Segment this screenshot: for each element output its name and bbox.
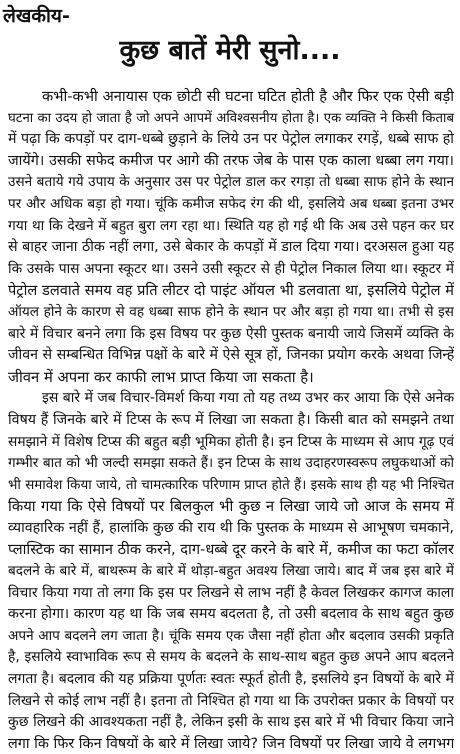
- text-line: करना होगा। कारण यह था कि जब समय बदलता है, तो उसी बदलाव के साथ बहुत कुछ: [8, 606, 454, 623]
- text-line: गम्भीर बात को भी जल्दी समझा सकते हैं। इन टिप्स के साथ उदाहरणस्वरूप लघुकथाओं को: [8, 455, 454, 472]
- text-line: लगता है। बदलाव की यह प्रक्रिया पूर्णतः स्वतः स्फूर्त होती है, इसलिये इन विषयों के बारे में: [8, 671, 454, 688]
- text-line: जीवन में अपना कर काफी लाभ प्राप्त किया जा सकता है।: [8, 368, 314, 386]
- paragraph: [8, 86, 454, 388]
- text-line: इस बारे में जब विचार-विमर्श किया गया तो यह तथ्य उभर कर आया कि ऐसे अनेक: [42, 390, 454, 407]
- text-line: कभी-कभी अनायास एक छोटी सी घटना घटित होती है और फिर एक ऐसी बड़ी: [42, 88, 454, 105]
- text-line: अपने आप बदलने लग जाता है। चूंकि समय एक जैसा नहीं होता और बदलाव उसकी प्रकृति: [8, 627, 454, 644]
- text-line: है, इसलिये स्वाभाविक रूप से समय के बदलने के साथ-साथ बहुत कुछ अपने आप बदलने: [8, 649, 454, 666]
- text-line: समझाने में विशेष टिप्स की बहुत बड़ी भूमिका होती है। इन टिप्स के माध्यम से आप गूढ़ एवं: [8, 433, 454, 450]
- text-line: जीवन से सम्बन्धित विभिन्न पक्षों के बारे में ऐसे सूत्र हों, जिनका प्रयोग करके अथवा जिन्हें: [8, 347, 454, 364]
- text-line: विचार किया गया तो लगा कि इस पर लिखने से लाभ नहीं है केवल लिखकर कागज काला: [8, 584, 454, 601]
- text-line: लिखने से कोई लाभ नहीं है। इतना तो निश्चित हो गया था कि उपरोक्त प्रकार के विषयों पर: [8, 692, 454, 709]
- text-line: से बाहर जाना ठीक नहीं लगा, उसे बेकार के कपड़ों में डाल दिया गया। दरअसल हुआ यह: [8, 239, 454, 256]
- text-line: किया गया कि ऐसे विषयों पर बिलकुल भी कुछ न लिखा जाये जो आज के समय में: [8, 498, 454, 516]
- text-line: कि उसके पास अपना स्कूटर था। उसने उसी स्कूटर से ही पेट्रोल निकाल लिया था। स्कूटर में: [8, 260, 454, 277]
- text-line: पर और अधिक बड़ा हो गया। चूंकि कमीज सफेद रंग की थी, इसलिये अब धब्बा इतना उभर: [8, 195, 454, 212]
- section-label: लेखकीय-: [3, 5, 70, 27]
- text-line: पेट्रोल डलवाते समय वह प्रति लीटर दो पाइंट ऑयल भी डलवाता था, इसलिये पेट्रोल में: [8, 282, 454, 300]
- text-line: प्लास्टिक का सामान ठीक करने, दाग-धब्बे दूर करने के बारे में, कमीज का फटा कॉलर: [8, 541, 454, 559]
- text-line: में पढ़ा कि कपड़ों पर दाग-धब्बे छुड़ाने के लिये उन पर पेट्रोल लगाकर रगड़ें, धब्बे साफ हो: [8, 131, 454, 148]
- text-line: गया था कि देखने में बहुत बुरा लग रहा था। स्थिति यह हो गई थी कि अब उसे पहन कर घर: [8, 217, 454, 234]
- text-line: विषय हैं जिनके बारे में टिप्स के रूप में लिखा जा सकता है। किसी बात को समझने तथा: [8, 411, 454, 428]
- text-line: व्यावहारिक नहीं हैं, हालांकि कुछ की राय थी कि पुस्तक के माध्यम से आभूषण चमकाने,: [8, 519, 454, 536]
- text-line: घटना का उदय हो जाता है जो अपने आपमें अविश्वसनीय होता है। एक व्यक्ति ने किसी किताब: [8, 110, 454, 126]
- paragraph: [8, 388, 454, 754]
- text-line: जायेंगे। उसकी सफेद कमीज पर आगे की तरफ जेब के पास एक काला धब्बा लग गया।: [8, 152, 454, 169]
- text-line: बारे में विचार बनने लगा कि इस विषय पर कुछ ऐसी पुस्तक बनायी जाये जिसमें व्यक्ति के: [8, 325, 454, 342]
- text-line: लगा कि फिर किन विषयों के बारे में लिखा जाये? जिन विषयों पर लिखा जाये वे लगभग: [8, 735, 454, 752]
- text-line: भी समावेश किया जाये, तो चामत्कारिक परिणाम प्राप्त होते हैं। इसके साथ ही यह भी निश्चित: [8, 477, 454, 493]
- text-line: उसने बताये गये उपाय के अनुसार उस पर पेट्रोल डाल कर रगड़ा तो धब्बा साफ होने के स्थान: [8, 174, 454, 191]
- text-line: कुछ लिखने की आवश्यकता नहीं है, लेकिन इसी के साथ इस बारे में भी विचार किया जाने: [8, 714, 454, 731]
- text-line: ऑयल होने के कारण से वह धब्बा साफ होने के स्थान पर और बड़ा हो गया था। तभी से इस: [8, 303, 454, 320]
- page-title: कुछ बातें मेरी सुनो....: [119, 35, 341, 66]
- body-text: [8, 86, 454, 754]
- text-line: बदलने के बारे में, बाथरूम के बारे में थोड़ा-बहुत अवश्य लिखा जाये। बाद में जब इस बारे में: [8, 563, 454, 580]
